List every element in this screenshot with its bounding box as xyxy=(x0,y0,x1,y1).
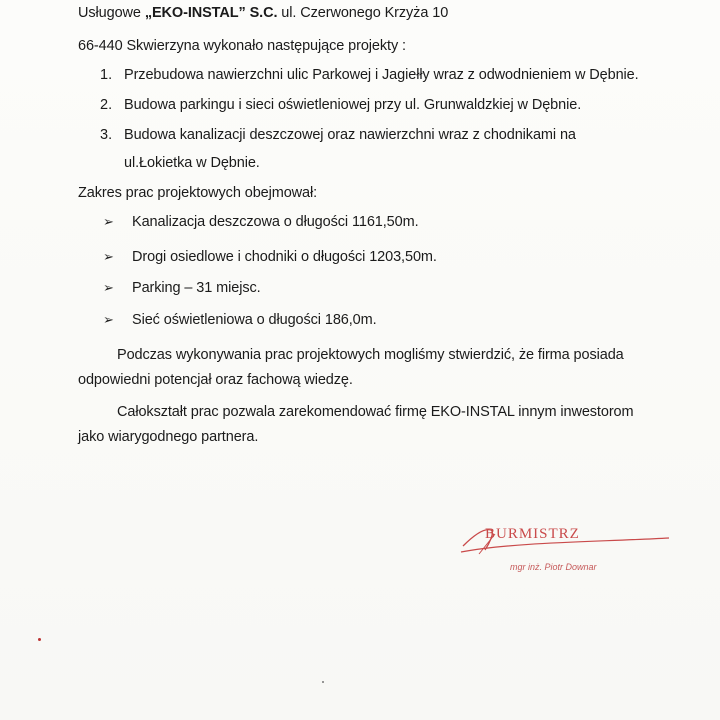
header-line-2: 66-440 Skwierzyna wykonało następujące projekty : xyxy=(78,38,406,54)
paragraph-2-line-2: jako wiarygodnego partnera. xyxy=(78,429,259,445)
scope-item-4: Sieć oświetleniowa o długości 186,0m. xyxy=(132,312,377,328)
project-2-text: Budowa parkingu i sieci oświetleniowej przy ul. Grunwaldzkiej w Dębnie. xyxy=(124,97,582,113)
project-3-continuation: ul.Łokietka w Dębnie. xyxy=(124,155,260,171)
project-1-text: Przebudowa nawierzchni ulic Parkowej i Jagiełły wraz z odwodnieniem w Dębnie. xyxy=(124,67,639,83)
scope-heading: Zakres prac projektowych obejmował: xyxy=(78,185,318,201)
scope-item-3: Parking – 31 miejsc. xyxy=(132,280,261,296)
arrow-bullet-icon: ➢ xyxy=(103,280,114,295)
scan-speck xyxy=(38,638,41,641)
scope-item-1: Kanalizacja deszczowa o długości 1161,50m. xyxy=(132,214,419,230)
scope-item-2: Drogi osiedlowe i chodniki o długości 1203,50m. xyxy=(132,249,437,265)
project-2-number: 2. xyxy=(100,97,113,113)
arrow-bullet-icon: ➢ xyxy=(103,249,114,264)
arrow-bullet-icon: ➢ xyxy=(103,312,114,327)
header-line-1 xyxy=(78,4,448,22)
paragraph-1-line-1: Podczas wykonywania prac projektowych mogliśmy stwierdzić, że firma posiada xyxy=(117,347,624,363)
signatory-name: mgr inż. Piotr Downar xyxy=(510,562,597,572)
project-3-text: Budowa kanalizacji deszczowej oraz nawierzchni wraz z chodnikami na xyxy=(124,127,576,143)
project-3-number: 3. xyxy=(100,127,113,143)
paragraph-1-line-2: odpowiedni potencjał oraz fachową wiedzę. xyxy=(78,372,353,388)
stamp-title: BURMISTRZ xyxy=(485,526,580,542)
scan-speck xyxy=(322,681,324,683)
arrow-bullet-icon: ➢ xyxy=(103,214,114,229)
signature-block xyxy=(455,520,685,590)
project-1-number: 1. xyxy=(100,67,113,83)
header-address: ul. Czerwonego Krzyża 10 xyxy=(277,5,449,21)
header-prefix: Usługowe xyxy=(78,5,145,21)
company-name: „EKO-INSTAL” S.C. xyxy=(144,5,278,21)
paragraph-2-line-1: Całokształt prac pozwala zarekomendować firmę EKO-INSTAL innym inwestorom xyxy=(117,404,634,420)
